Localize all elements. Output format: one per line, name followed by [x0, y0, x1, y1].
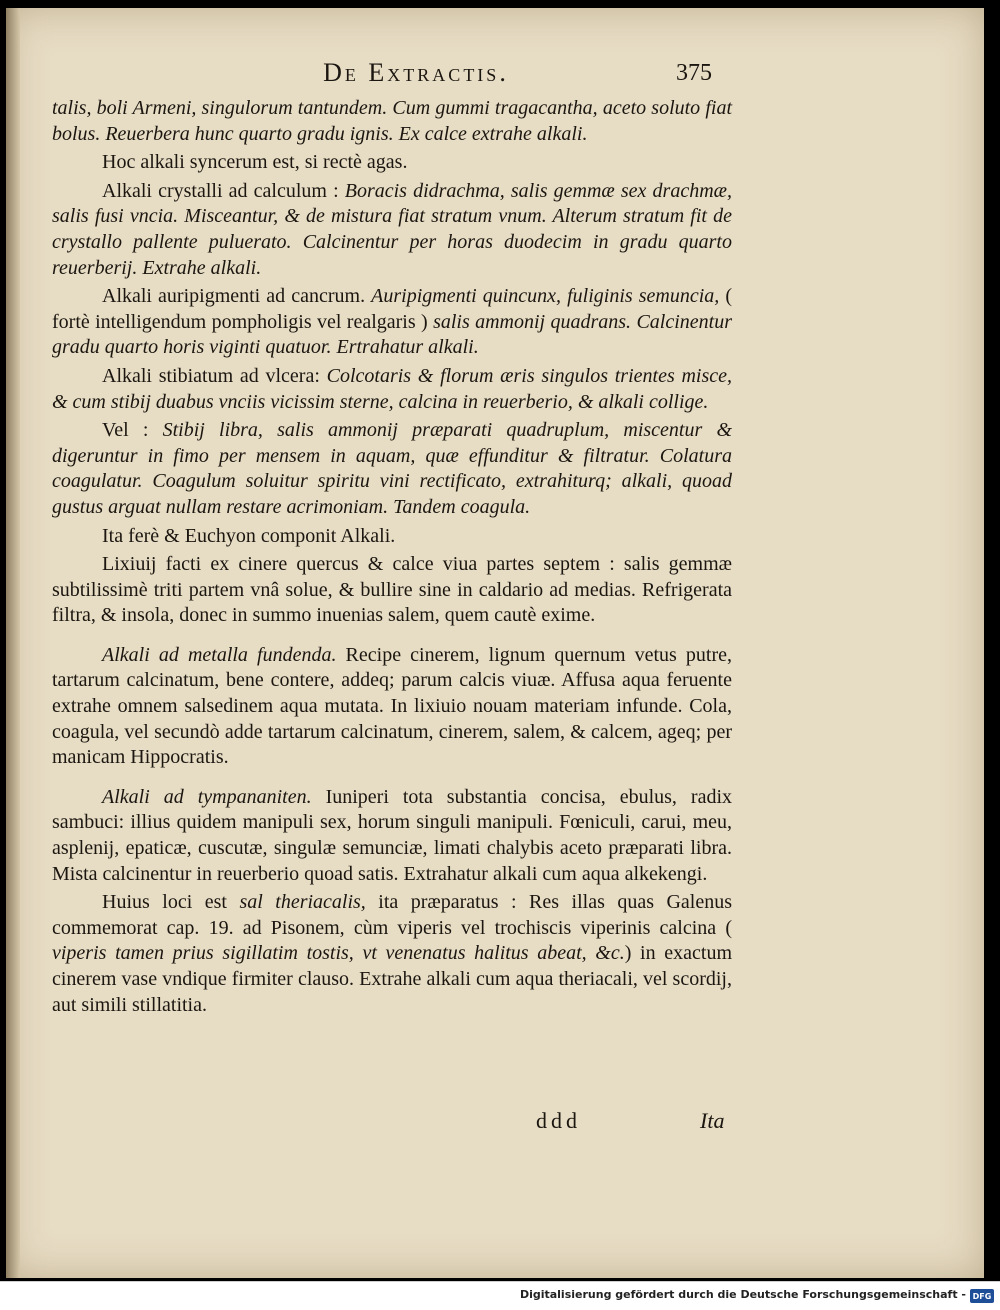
paragraph-p11	[52, 890, 732, 1018]
funding-credit: Digitalisierung gefördert durch die Deutsche Forschungsgemeinschaft -	[519, 1288, 966, 1301]
page-binding-edge	[6, 8, 20, 1278]
italic-run: Boracis didrachma, salis gemmæ sex drachmæ, salis fusi vncia. Misceantur, & de mistura fiat stratum vnum. Alterum stratum fit de crystallo pallente puluerato. Calcinentur per horas duodecim in gradu quarto reuerberij. Extrahe alkali.	[52, 179, 732, 279]
roman-run: Huius loci est	[102, 891, 240, 914]
italic-run: salis ammonij quadrans. Calcinentur gradu quarto horis viginti quatuor. Ertrahatur alkali.	[52, 310, 732, 359]
italic-run: sal theriacalis,	[239, 891, 379, 914]
body-text	[52, 96, 732, 1021]
roman-run: Alkali auripigmenti ad cancrum.	[102, 285, 372, 308]
paragraph-p4	[52, 284, 732, 361]
italic-run: talis, boli Armeni, singulorum tantundem. Cum gummi tragacantha, aceto soluto fiat bolus. Reuerbera hunc quarto gradu ignis. Ex calce extrahe alkali.	[52, 97, 732, 145]
signature-mark: ddd	[536, 1108, 581, 1133]
roman-run: ) in exactum cinerem vase vndique firmiter clauso. Extrahe alkali cum aqua theriacali, vel scordij, aut simili stillatitia.	[52, 942, 732, 1016]
page-header	[6, 58, 984, 98]
italic-run: viperis tamen prius sigillatim tostis, vt venenatus halitus abeat, &c.	[52, 942, 625, 965]
roman-run: ita præparatus : Res illas quas Galenus commemorat cap. 19. ad Pisonem, cùm viperis vel trochiscis viperinis calcina (	[52, 891, 733, 939]
italic-run: Alkali ad tympananiten.	[102, 785, 326, 808]
roman-run: Ita ferè & Euchyon componit Alkali.	[102, 524, 396, 547]
paragraph-p9	[52, 643, 732, 771]
italic-run: Colcotaris & florum æris singulos trientes misce, & cum stibij duabus vnciis vicissim sterne, calcina in reuerberio, & alkali collige.	[52, 364, 732, 413]
italic-run: Stibij libra, salis ammonij præparati quadruplum, miscentur & digeruntur in fimo per mensem in aquam, quæ effunditur & filtratur. Colatura coagulatur. Coagulum soluitur spiritu vini rectificato, extrahiturq; alkali, quoad gustus arguat nullam restare acrimoniam. Tandem coagula.	[52, 419, 732, 518]
running-title: De Extractis.	[323, 58, 509, 87]
roman-run: Vel :	[102, 419, 163, 442]
paragraph-p10	[52, 785, 732, 887]
paragraph-p2	[52, 150, 732, 176]
dfg-logo-icon: DFG	[970, 1289, 994, 1303]
digitization-footer-bar	[0, 1281, 1000, 1310]
roman-run: Alkali stibiatum ad vlcera:	[102, 364, 327, 387]
paragraph-p5	[52, 364, 732, 415]
paragraph-p7	[52, 524, 732, 550]
paragraph-p8	[52, 552, 732, 629]
page-footer	[6, 1108, 984, 1138]
page-number: 375	[676, 60, 712, 86]
catchword: Ita	[700, 1108, 725, 1133]
italic-run: Alkali ad metalla fundenda.	[102, 643, 346, 666]
paragraph-p6	[52, 418, 732, 520]
italic-run: Auripigmenti quincunx, fuliginis semuncia,	[371, 285, 726, 308]
roman-run: Iuniperi tota substantia concisa, ebulus, radix sambuci: illius quidem manipuli sex, horum singuli manipuli. Fœniculi, carui, meu, asplenij, epaticæ, cuscutæ, singulæ semunciæ, limati chalybis aceto præparati libra. Mista calcinentur in reuerberio quoad satis. Extrahatur alkali cum aqua alkekengi.	[52, 785, 732, 885]
paragraph-p1	[52, 96, 732, 147]
book-page	[6, 8, 984, 1278]
roman-run: Recipe cinerem, lignum quernum vetus putre, tartarum calcinatum, bene contere, addeq; parum calcis viuæ. Affusa aqua feruente extrahe omnem salsedinem aqua mutata. In lixiuio nouam materiam infunde. Cola, coagula, vel secundò adde tartarum calcinatum, cinerem, salem, & calcem, ageq; per manicam Hippocratis.	[52, 643, 732, 769]
roman-run: ( fortè intelligendum pompholigis vel realgaris )	[52, 285, 732, 333]
roman-run: Alkali crystalli ad calculum :	[102, 179, 345, 202]
roman-run: Hoc alkali syncerum est, si rectè agas.	[102, 151, 408, 174]
paragraph-p3	[52, 179, 732, 281]
roman-run: Lixiuij facti ex cinere quercus & calce viua partes septem : salis gemmæ subtilissimè triti partem vnâ solue, & bullire sine in caldario ad medias. Refrigerata filtra, & insola, donec in summo inuenias salem, quem cautè exime.	[52, 553, 732, 627]
